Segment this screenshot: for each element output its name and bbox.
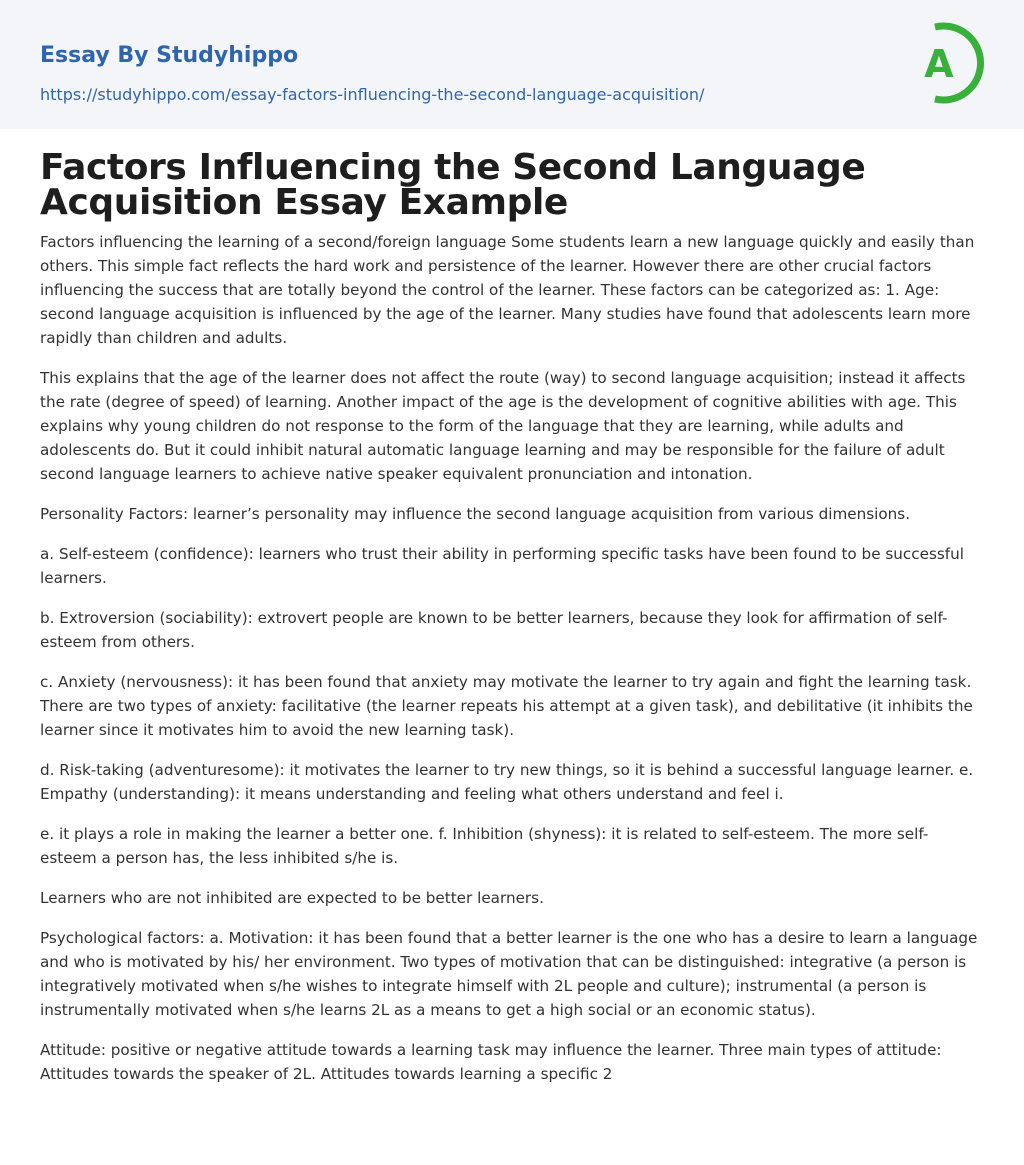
source-url-link[interactable]: https://studyhippo.com/essay-factors-influencing-the-second-language-acquisition/: [40, 85, 705, 104]
article-paragraph: b. Extroversion (sociability): extrovert people are known to be better learners, because they look for affirmation of self-esteem from others.: [40, 609, 948, 651]
article-paragraph: This explains that the age of the learner does not affect the route (way) to second language acquisition; instead it affects the rate (degree of speed) of learning. Another impact of the age is the development of cognitive abilities with age. This explains why young children do not response to the form of the language that they are learning, while adults and adolescents do. But it could inhibit natural automatic language learning and may be responsible for the failure of adult second language learners to achieve native speaker equivalent pronunciation and intonation.: [40, 369, 966, 483]
article-paragraph: d. Risk-taking (adventuresome): it motivates the learner to try new things, so it is behind a successful language learner. e. Empathy (understanding): it means understanding and feeling what others understand and feel i.: [40, 761, 974, 803]
article-paragraph: c. Anxiety (nervousness): it has been found that anxiety may motivate the learner to try again and fight the learning task. There are two types of anxiety: facilitative (the learner repeats his attempt at a given task), and debilitative (it inhibits the learner since it motivates him to avoid the new learning task).: [40, 673, 973, 739]
article-paragraph: a. Self-esteem (confidence): learners who trust their ability in performing specific tasks have been found to be successful learners.: [40, 545, 964, 587]
site-brand[interactable]: Essay By Studyhippo: [40, 43, 299, 68]
logo-svg: [913, 19, 987, 107]
site-header: [0, 0, 1024, 129]
article-paragraph: Attitude: positive or negative attitude towards a learning task may influence the learner. Three main types of attitude: Attitudes towards the speaker of 2L. Attitudes towards learning a specific 2: [40, 1041, 942, 1083]
circle-letter-a-logo-icon[interactable]: [913, 19, 987, 107]
article-paragraph: e. it plays a role in making the learner a better one. f. Inhibition (shyness): it is related to self-esteem. The more self-esteem a person has, the less inhibited s/he is.: [40, 825, 929, 867]
page-title: Factors Influencing the Second Language Acquisition Essay Example: [40, 147, 866, 223]
article-paragraph: Psychological factors: a. Motivation: it has been found that a better learner is the one who has a desire to learn a language and who is motivated by his/ her environment. Two types of motivation that can be distinguished: integrative (a person is integratively motivated when s/he wishes to integrate himself with 2L people and culture); instrumental (a person is instrumentally motivated when s/he learns 2L as a means to get a high social or an economic status).: [40, 929, 978, 1019]
article-paragraph: Personality Factors: learner’s personality may influence the second language acquisition from various dimensions.: [40, 505, 911, 523]
article-paragraph: Learners who are not inhibited are expected to be better learners.: [40, 889, 544, 907]
article-paragraph: Factors influencing the learning of a second/foreign language Some students learn a new language quickly and easily than others. This simple fact reflects the hard work and persistence of the learner. However there are other crucial factors influencing the success that are totally beyond the control of the learner. These factors can be categorized as: 1. Age: second language acquisition is influenced by the age of the learner. Many studies have found that adolescents learn more rapidly than children and adults.: [40, 233, 975, 347]
logo-letter: A: [924, 42, 954, 86]
